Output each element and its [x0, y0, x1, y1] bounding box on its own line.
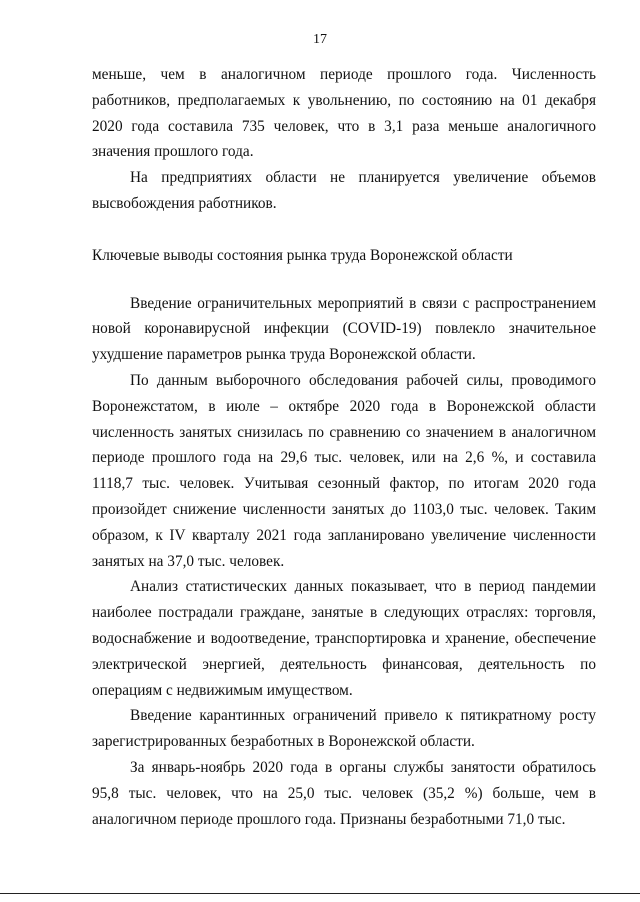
paragraph-release-workers: На предприятиях области не планируется увеличение объемов высвобождения работников.	[92, 169, 596, 212]
section-heading: Ключевые выводы состояния рынка труда Воронежской области	[92, 246, 513, 264]
paragraph-employment-survey: По данным выборочного обследования рабочей силы, проводимого Воронежстатом, в июле – октябре 2020 года в Воронежской области численность занятых снизилась по сравнению со значением в аналогичном периоде прошлого года на 29,6 тыс. человек, или на 2,6 %, и составила 1118,7 тыс. человек. Учитывая сезонный фактор, по итогам 2020 года произойдет снижение численности занятых до 1103,0 тыс. человек. Таким образом, к IV кварталу 2021 года запланировано увеличение численности занятых на 37,0 тыс. человек.	[92, 371, 596, 570]
paragraph-employment-service: За январь-ноябрь 2020 года в органы службы занятости обратилось 95,8 тыс. человек, что на 25,0 тыс. человек (35,2 %) больше, чем в аналогичном периоде прошлого года. Признаны безработными 71,0 тыс.	[92, 758, 596, 828]
document-body	[92, 62, 596, 832]
paragraph-covid-impact: Введение ограничительных мероприятий в связи с распространением новой коронавирусной инфекции (COVID-19) повлекло значительное ухудшение параметров рынка труда Воронежской области.	[92, 294, 596, 364]
paragraph-affected-industries: Анализ статистических данных показывает, что в период пандемии наиболее пострадали граждане, занятые в следующих отраслях: торговля, водоснабжение и водоотведение, транспортировка и хранение, обеспечение электрической энергией, деятельность финансовая, деятельность по операциям с недвижимым имуществом.	[92, 578, 596, 699]
page-bottom-border	[0, 893, 640, 894]
paragraph-continuation: меньше, чем в аналогичном периоде прошлого года. Численность работников, предполагаемых к увольнению, по состоянию на 01 декабря 2020 года составила 735 человек, что в 3,1 раза меньше аналогичного значения прошлого года.	[92, 66, 596, 161]
page-number: 17	[313, 32, 327, 47]
paragraph-quarantine-unemployment: Введение карантинных ограничений привело к пятикратному росту зарегистрированных безработных в Воронежской области.	[92, 707, 596, 751]
